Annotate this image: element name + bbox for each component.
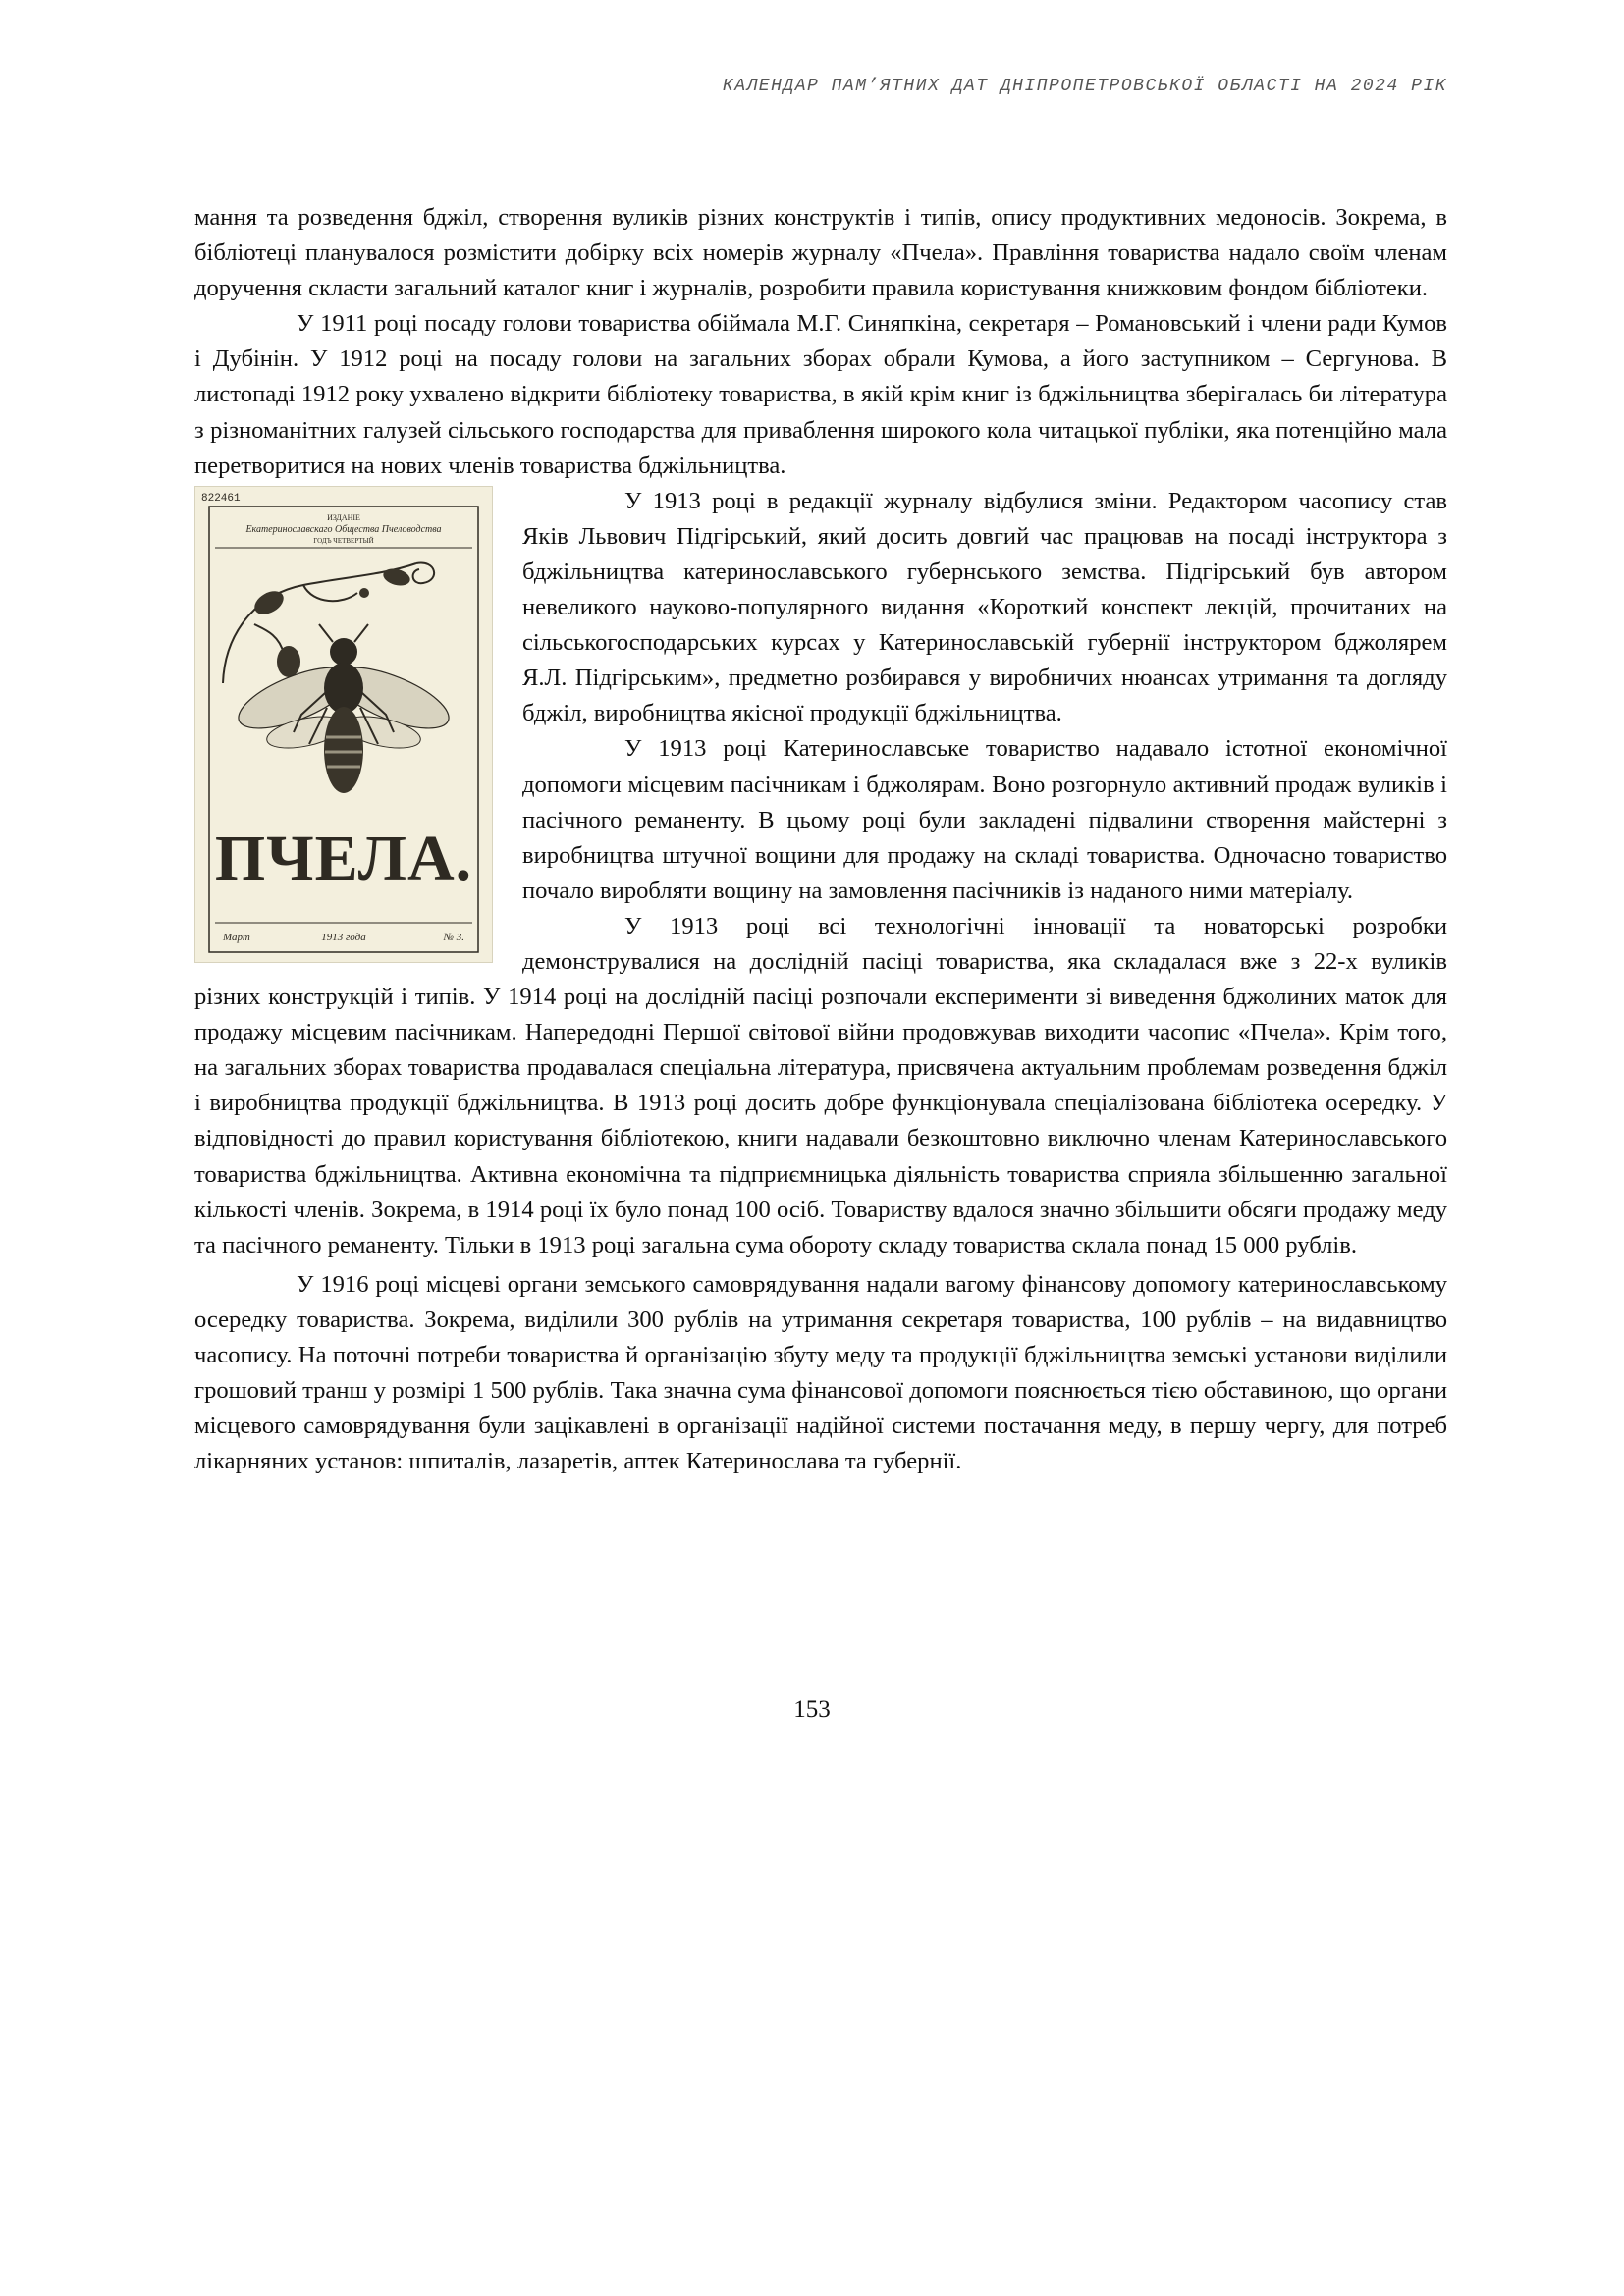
cover-masthead-line: ИЗДАНІЕ	[327, 512, 360, 522]
paragraph: мання та розведення бджіл, створення вуликів різних конструктів і типів, опису продуктивних медоносів. Зокрема, в бібліотеці планувалося розмістити добірку всіх номерів журналу «Пчела». Правління товариства надало своїм членам доручення скласти загальний каталог книг і журналів, розробити правила користування книжковим фондом бібліотеки.	[194, 204, 1447, 302]
page-number: 153	[793, 1696, 831, 1723]
cover-stamp: 822461	[201, 492, 241, 505]
page-body	[194, 200, 1447, 1479]
cover-footer-mid: 1913 года	[321, 931, 366, 943]
cover-masthead-line: Екатеринославскаго Общества Пчеловодства	[245, 523, 442, 535]
paragraph: У 1913 році в редакції журналу відбулися зміни. Редактором часопису став Яків Львович Підгірський, який досить довгий час працював на посаді інструктора з бджільництва катеринославського губернського земства. Підгірський був автором невеликого науково-популярного видання «Короткий конспект лекцій, прочитаних на сільськогосподарських курсах у Катеринославській губернії інструктором бджолярем Я.Л. Підгірським», предметно розбирався у виробничих нюансах утримання та догляду бджіл, виробництва якісної продукції бджільництва.	[522, 487, 1447, 727]
paragraph: У 1913 році всі технологічні інновації та новаторські розробки демонструвалися на дослідній пасіці товариства, яка складалася вже з 22-х вуликів різних конструкцій і типів. У 1914 році на дослідній пасіці розпочали експерименти зі виведення бджолиних маток для продажу місцевим пасічникам. Напередодні Першої світової війни продовжував виходити часопис «Пчела». Крім того, на загальних зборах товариства продавалася спеціальна література, присвячена актуальним проблемам розведення бджіл і виробництва продукції бджільництва. В 1913 році досить добре функціонувала спеціалізована бібліотека осередку. У відповідності до правил користування бібліотекою, книги надавали безкоштовно виключно членам Катеринославського товариства бджільництва. Активна економічна та підприємницька діяльність товариства сприяла збільшенню загальної кількості членів. Зокрема, в 1914 році їх було понад 100 осіб. Товариству вдалося значно збільшити обсяги продажу меду та пасічного реманенту. Тільки в 1913 році загальна сума обороту складу товариства склала понад 15 000 рублів.	[194, 912, 1447, 1258]
journal-cover-image	[194, 486, 493, 963]
paragraph: У 1911 році посаду голови товариства обіймала М.Г. Синяпкіна, секретаря – Романовський і члени ради Кумов і Дубінін. У 1912 році на посаду голови на загальних зборах обрали Кумова, а його заступником – Сергунова. В листопаді 1912 року ухвалено відкрити бібліотеку товариства, в якій крім книг із бджільництва зберігалась би література з різноманітних галузей сільського господарства для приваблення широкого кола читацької публіки, яка потенційно мала перетворитися на нових членів товариства бджільництва.	[194, 310, 1447, 479]
paragraph: У 1916 році місцеві органи земського самоврядування надали вагому фінансову допомогу катеринославському осередку товариства. Зокрема, виділили 300 рублів на утримання секретаря товариства, 100 рублів – на видавництво часопису. На поточні потреби товариства й організацію збуту меду та продукції бджільництва земські установи виділили грошовий транш у розмірі 1 500 рублів. Така значна сума фінансової допомоги пояснюється тією обставиною, що органи місцевого самоврядування були зацікавлені в організації надійної системи постачання меду, в першу чергу, для потреб лікарняних установ: шпиталів, лазаретів, аптек Катеринослава та губернії.	[194, 1270, 1447, 1475]
cover-title: ПЧЕЛА.	[214, 822, 473, 894]
cover-masthead-line: ГОДЪ ЧЕТВЕРТЫЙ	[313, 536, 374, 545]
cover-footer-right: № 3.	[443, 931, 464, 943]
paragraph: У 1913 році Катеринославське товариство надавало істотної економічної допомоги місцевим пасічникам і бджолярам. Воно розгорнуло активний продаж вуликів і пасічного реманенту. В цьому році були закладені підвалини створення майстерні з виробництва штучної вощини для продажу на складі товариства. Одночасно товариство почало виробляти вощину на замовлення пасічників із наданого ними матеріалу.	[522, 735, 1447, 904]
cover-footer-left: Март	[223, 931, 250, 943]
running-header: КАЛЕНДАР ПАМ’ЯТНИХ ДАТ ДНІПРОПЕТРОВСЬКОЇ ОБЛАСТІ НА 2024 РІК	[722, 77, 1447, 96]
